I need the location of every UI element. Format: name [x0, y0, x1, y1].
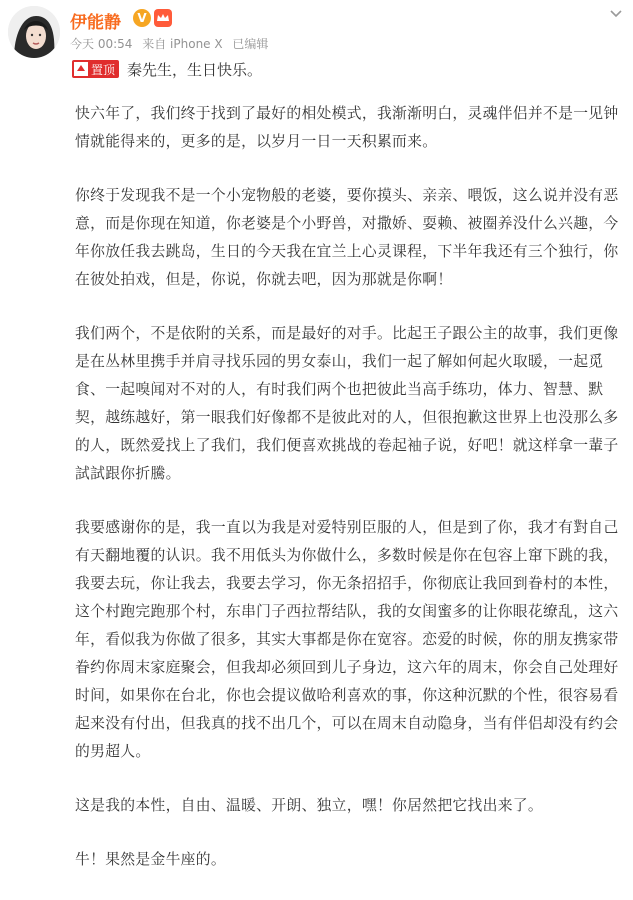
paragraph: 我要感谢你的是，我一直以为我是对爱特别臣服的人，但是到了你，我才有對自己有天翻地覆的认识。我不用低头为你做什么，多数时候是你在包容上窜下跳的我，我要去玩，你让我去，我要去学习，你无条招招手，你彻底让我回到眷村的本性，这个村跑完跑那个村，东串门子西拉帮结队，我的女闺蜜多的让你眼花缭乱，这六年，看似我为你做了很多，其实大事都是你在宽容。恋爱的时候，你的朋友携家带眷约你周末家庭聚会，但我却必须回到儿子身边，这六年的周末，你会自己处理好时间，如果你在台北，你也会提议做哈利喜欢的事，你这种沉默的个性，很容易看起来没有付出，但我真的找不出几个，可以在周末自动隐身，当有伴侣却没有约会的男超人。: [75, 519, 619, 760]
avatar[interactable]: [8, 6, 60, 58]
paragraph: 你终于发现我不是一个小宠物般的老婆，要你摸头、亲亲、喂饭，这么说并没有恶意，而是你现在知道，你老婆是个小野兽，对撒娇、耍赖、被圈养没什么兴趣，今年你放任我去跳岛，生日的今天我在宜兰上心灵课程，下半年我还有三个独行，你在彼处拍戏，但是，你说，你就去吧，因为那就是你啊！: [75, 187, 619, 288]
paragraph: 这是我的本性，自由、温暖、开朗、独立，嘿！你居然把它找出来了。: [75, 797, 544, 814]
post-timestamp[interactable]: 今天 00:54: [70, 37, 133, 51]
pin-icon: [74, 62, 88, 76]
paragraph: 牛！果然是金牛座的。: [75, 851, 226, 868]
post-body: [75, 100, 620, 900]
chevron-down-icon[interactable]: [609, 4, 623, 23]
verified-v-icon: V: [133, 9, 151, 27]
member-crown-icon: [154, 9, 172, 27]
post-headline: 秦先生，生日快乐。: [127, 60, 263, 79]
username[interactable]: 伊能静: [70, 13, 121, 33]
pinned-row: [72, 58, 262, 80]
pinned-badge-label: 置顶: [91, 62, 116, 77]
paragraph: 我们两个，不是依附的关系，而是最好的对手。比起王子跟公主的故事，我们更像是在丛林里携手并肩寻找乐园的男女泰山，我们一起了解如何起火取暖，一起觅食、一起嗅闻对不对的人，有时我们两个也把彼此当高手练功，体力、智慧、默契，越练越好，第一眼我们好像都不是彼此对的人，但很抱歉这世界上也没那么多的人，既然爱找上了我们，我们便喜欢挑战的卷起袖子说，好吧！就这样拿一輩子試試跟你折騰。: [75, 325, 619, 482]
pinned-badge: [72, 60, 119, 78]
post-meta: [70, 35, 274, 52]
paragraph: 快六年了，我们终于找到了最好的相处模式，我渐渐明白，灵魂伴侣并不是一见钟情就能得来的，更多的是，以岁月一日一天积累而来。: [75, 105, 619, 150]
edited-label[interactable]: 已编辑: [232, 37, 269, 51]
post-header: [0, 0, 633, 80]
post-source: 来自 iPhone X: [142, 37, 223, 51]
